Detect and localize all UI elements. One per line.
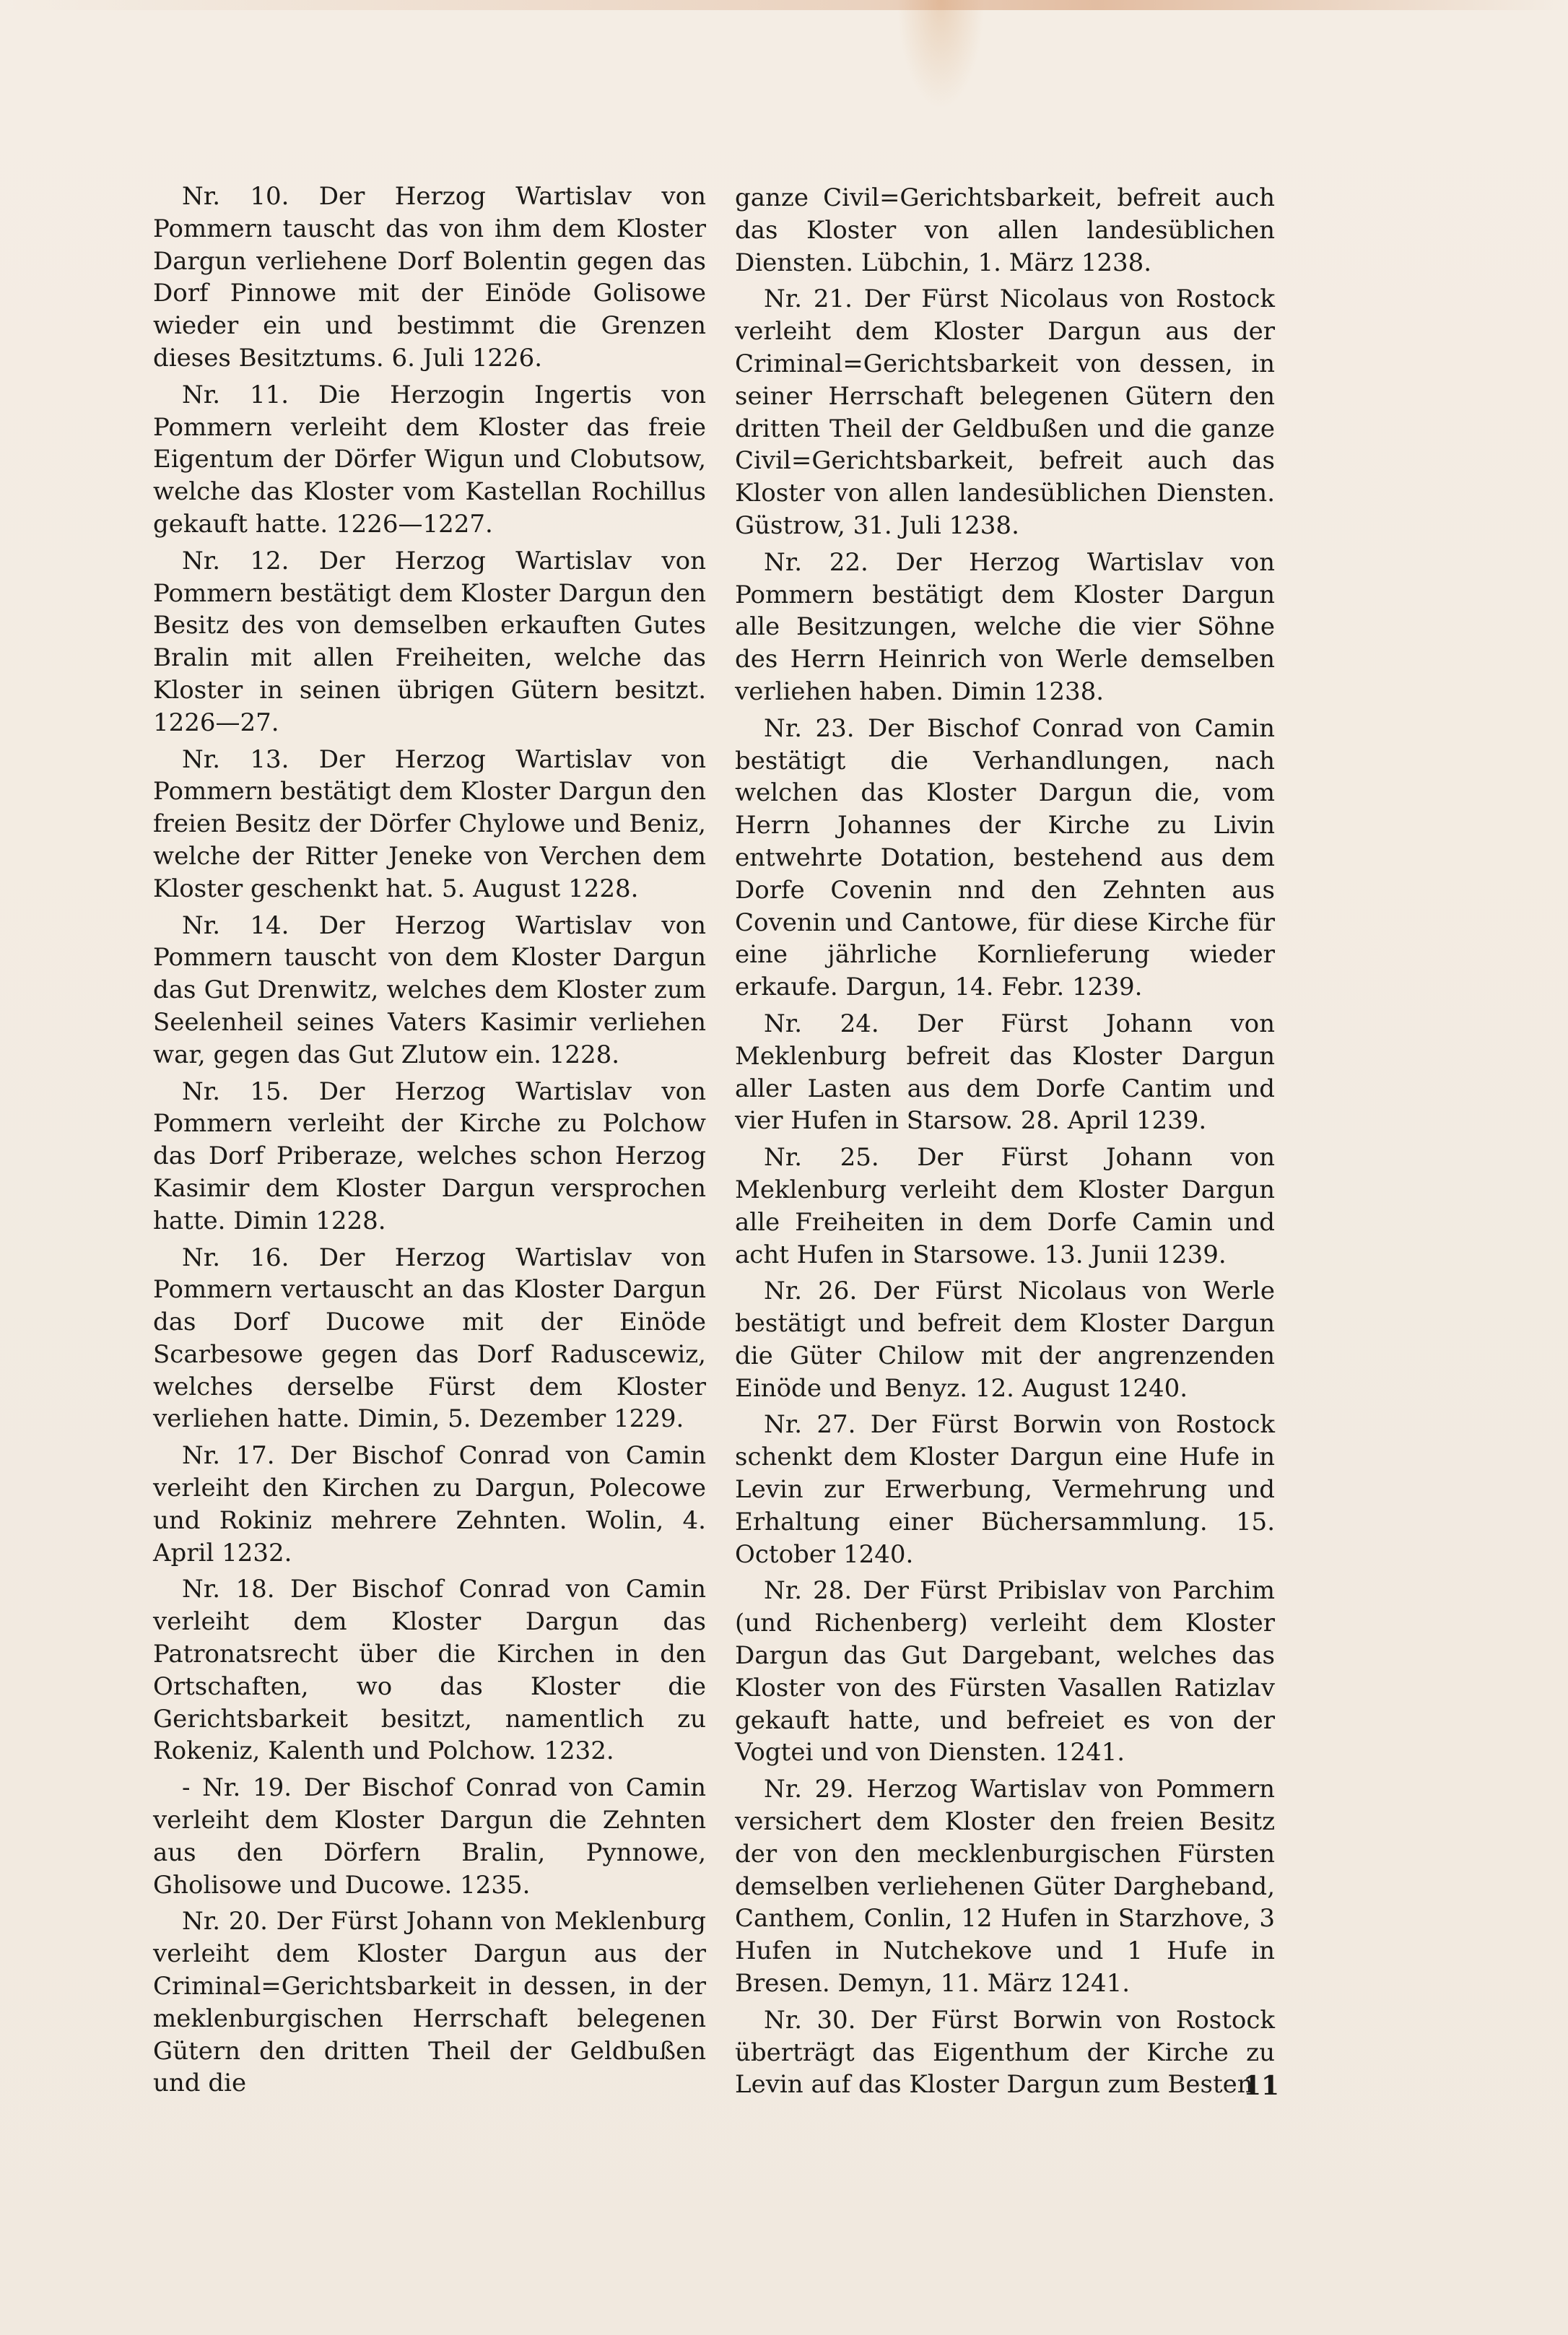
entry-nr-29: Nr. 29. Herzog Wartislav von Pommern versichert dem Kloster den freien Besitz der von den mecklenburgischen Fürsten demselben verliehenen Güter Dargheband, Canthem, Conlin, 12 Hufen in Starzhove, 3 Hufen in Nutchekove und 1 Hufe in Bresen. Demyn, 11. März 1241. bbox=[735, 1775, 1275, 1999]
entry-nr-23: Nr. 23. Der Bischof Conrad von Camin bestätigt die Verhandlungen, nach welchen das Kloster Dargun die, vom Herrn Johannes der Kirche zu Livin entwehrte Dotation, bestehend aus dem Dorfe Covenin nnd den Zehnten aus Covenin und Cantowe, für diese Kirche für eine jährliche Kornlieferung wieder erkaufe. Dargun, 14. Febr. 1239. bbox=[735, 713, 1275, 1002]
entry-nr-20-continued: ganze Civil=Gerichtsbarkeit, befreit auch das Kloster von allen landesüblichen Diensten. Lübchin, 1. März 1238. bbox=[735, 183, 1275, 277]
entry-nr-21: Nr. 21. Der Fürst Nicolaus von Rostock verleiht dem Kloster Dargun aus der Criminal=Gerichtsbarkeit von dessen, in seiner Herrschaft belegenen Gütern den dritten Theil der Geldbußen und die ganze Civil=Gerichtsbarkeit, befreit auch das Kloster von allen landesüblichen Diensten. Güstrow, 31. Juli 1238. bbox=[735, 284, 1275, 540]
entry-nr-18: Nr. 18. Der Bischof Conrad von Camin verleiht dem Kloster Dargun das Patronatsrecht über die Kirchen in den Ortschaften, wo das Kloster die Gerichtsbarkeit besitzt, namentlich zu Rokeniz, Kalenth und Polchow. 1232. bbox=[153, 1575, 706, 1766]
entry-nr-28: Nr. 28. Der Fürst Pribislav von Parchim (und Richenberg) verleiht dem Kloster Dargun das Gut Dargebant, welches das Kloster von des Fürsten Vasallen Ratizlav gekauft hatte, und befreiet es von der Vogtei und von Diensten. 1241. bbox=[735, 1576, 1275, 1767]
entry-nr-26: Nr. 26. Der Fürst Nicolaus von Werle bestätigt und befreit dem Kloster Dargun die Güter Chilow mit der angrenzenden Einöde und Benyz. 12. August 1240. bbox=[735, 1277, 1275, 1403]
entry-nr-10: Nr. 10. Der Herzog Wartislav von Pommern tauscht das von ihm dem Kloster Dargun verliehene Dorf Bolentin gegen das Dorf Pinnowe mit der Einöde Golisowe wieder ein und bestimmt die Grenzen dieses Besitztums. 6. Juli 1226. bbox=[153, 182, 706, 373]
entry-nr-16: Nr. 16. Der Herzog Wartislav von Pommern vertauscht an das Kloster Dargun das Dorf Ducowe mit der Einöde Scarbesowe gegen das Dorf Raduscewiz, welches derselbe Fürst dem Kloster verliehen hatte. Dimin, 5. Dezember 1229. bbox=[153, 1243, 706, 1434]
entry-nr-13: Nr. 13. Der Herzog Wartislav von Pommern bestätigt dem Kloster Dargun den freien Besitz der Dörfer Chylowe und Beniz, welche der Ritter Jeneke von Verchen dem Kloster geschenkt hat. 5. August 1228. bbox=[153, 744, 706, 903]
entry-nr-20: Nr. 20. Der Fürst Johann von Meklenburg verleiht dem Kloster Dargun aus der Criminal=Gerichtsbarkeit in dessen, in der meklenburgischen Herrschaft belegenen Gütern den dritten Theil der Geldbußen und die bbox=[153, 1907, 706, 2098]
entry-nr-25: Nr. 25. Der Fürst Johann von Meklenburg verleiht dem Kloster Dargun alle Freiheiten in dem Dorfe Camin und acht Hufen in Starsowe. 13. Junii 1239. bbox=[735, 1143, 1275, 1269]
left-column bbox=[153, 181, 706, 2100]
entry-nr-17: Nr. 17. Der Bischof Conrad von Camin verleiht den Kirchen zu Dargun, Polecowe und Rokiniz mehrere Zehnten. Wolin, 4. April 1232. bbox=[153, 1441, 706, 1567]
page-number: 11 bbox=[1243, 2071, 1280, 2101]
entry-nr-24: Nr. 24. Der Fürst Johann von Meklenburg befreit das Kloster Dargun aller Lasten aus dem Dorfe Cantim und vier Hufen in Starsow. 28. April 1239. bbox=[735, 1009, 1275, 1136]
entry-nr-15: Nr. 15. Der Herzog Wartislav von Pommern verleiht der Kirche zu Polchow das Dorf Priberaze, welches schon Herzog Kasimir dem Kloster Dargun versprochen hatte. Dimin 1228. bbox=[153, 1077, 706, 1235]
entry-nr-14: Nr. 14. Der Herzog Wartislav von Pommern tauscht von dem Kloster Dargun das Gut Drenwitz, welches dem Kloster zum Seelenheil seines Vaters Kasimir verliehen war, gegen das Gut Zlutow ein. 1228. bbox=[153, 910, 706, 1069]
entry-nr-30: Nr. 30. Der Fürst Borwin von Rostock überträgt das Eigenthum der Kirche zu Levin auf das Kloster Dargun zum Besten bbox=[735, 2005, 1275, 2100]
entry-nr-27: Nr. 27. Der Fürst Borwin von Rostock schenkt dem Kloster Dargun eine Hufe in Levin zur Erwerbung, Vermehrung und Erhaltung einer Büchersammlung. 15. October 1240. bbox=[735, 1410, 1275, 1569]
entry-nr-19: - Nr. 19. Der Bischof Conrad von Camin verleiht dem Kloster Dargun die Zehnten aus den Dörfern Bralin, Pynnowe, Gholisowe und Ducowe. 1235. bbox=[153, 1773, 706, 1900]
paper-stain bbox=[0, 0, 1568, 10]
right-column bbox=[735, 182, 1275, 2101]
entry-nr-11: Nr. 11. Die Herzogin Ingertis von Pommern verleiht dem Kloster das freie Eigentum der Dörfer Wigun und Clobutsow, welche das Kloster vom Kastellan Rochillus gekauft hatte. 1226—1227. bbox=[153, 380, 706, 539]
entry-nr-12: Nr. 12. Der Herzog Wartislav von Pommern bestätigt dem Kloster Dargun den Besitz des von demselben erkauften Gutes Bralin mit allen Freiheiten, welche das Kloster in seinen übrigen Gütern besitzt. 1226—27. bbox=[153, 546, 706, 737]
entry-nr-22: Nr. 22. Der Herzog Wartislav von Pommern bestätigt dem Kloster Dargun alle Besitzungen, welche die vier Söhne des Herrn Heinrich von Werle demselben verliehen haben. Dimin 1238. bbox=[735, 547, 1275, 706]
